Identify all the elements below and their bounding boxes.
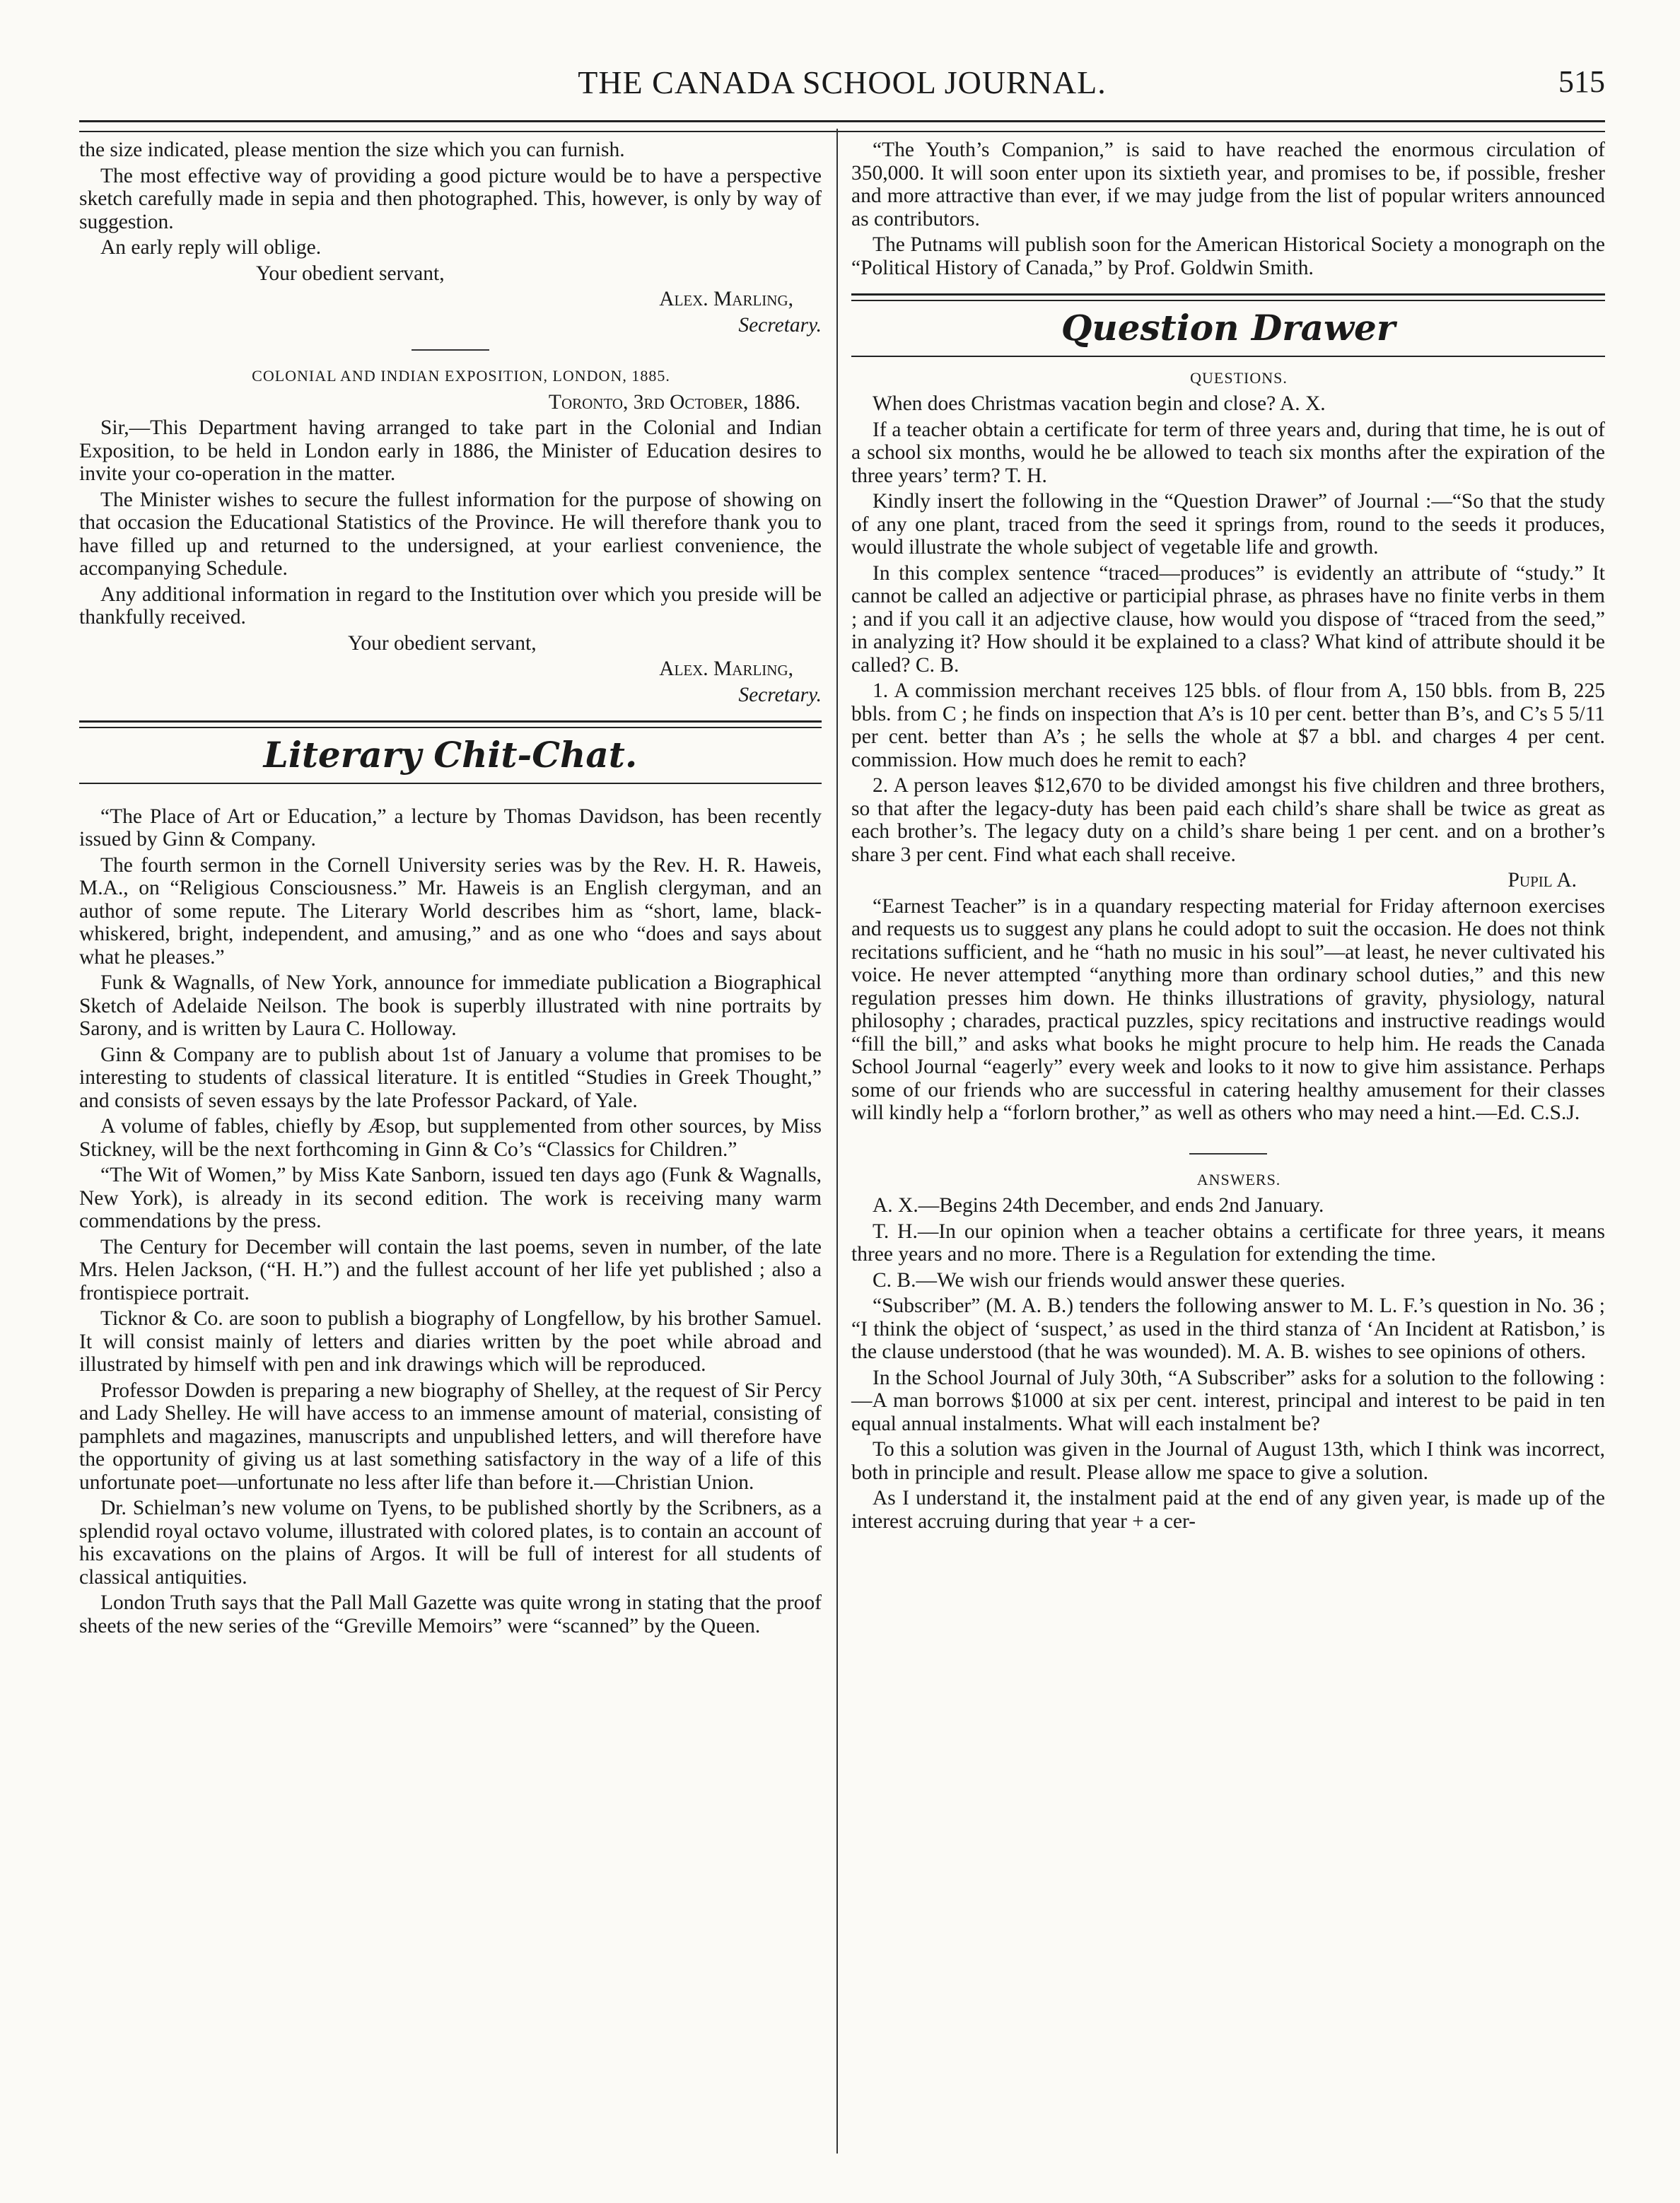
section-rule (851, 356, 1605, 357)
paragraph: Any additional information in regard to the Institution over which you preside will be thankfully received. (79, 583, 822, 629)
question-signer: Pupil A. (1507, 869, 1577, 892)
chat-item: Ticknor & Co. are soon to publish a biography of Longfellow, by his brother Samuel. It will consist mainly of letters and diaries written by the poet while abroad and illustrated by himself with pen and ink drawings which will be reproduced. (79, 1307, 822, 1376)
paragraph: the size indicated, please mention the size which you can furnish. (79, 139, 625, 161)
separator (412, 349, 489, 351)
chat-item: London Truth says that the Pall Mall Gazette was quite wrong in stating that the proof sheets of the new series of the “Greville Memoirs” were “scanned” by the Queen. (79, 1591, 822, 1637)
answers-heading: ANSWERS. (1196, 1170, 1281, 1188)
paragraph: The Putnams will publish soon for the American Historical Society a monograph on the “Political History of Canada,” by Prof. Goldwin Smith. (851, 233, 1605, 279)
section-title-question-drawer: Question Drawer (1061, 307, 1396, 349)
separator (1189, 1153, 1267, 1155)
letter-title: Secretary. (738, 313, 822, 337)
letter-closing: Your obedient servant, (256, 262, 445, 285)
answer: A. X.—Begins 24th December, and ends 2nd January. (873, 1194, 1324, 1217)
paragraph: Sir,—This Department having arranged to take part in the Colonial and Indian Exposition, to be held in London early in 1886, the Minister of Education desires to invite your co-operation in the matter. (79, 416, 822, 485)
letter-dateline: Toronto, 3rd October, 1886. (548, 390, 800, 414)
question: Kindly insert the following in the “Question Drawer” of Journal :—“So that the study of any one plant, traced from the seed it springs from, round to the seeds it produces, would illustrate the whole subject of vegetable life and growth. (851, 490, 1605, 559)
answer: As I understand it, the instalment paid at the end of any given year, is made up of the interest accruing during that year + a cer- (851, 1487, 1605, 1533)
letter-signer: Alex. Marling, (659, 288, 793, 310)
letter-title: Secretary. (738, 683, 822, 706)
right-column (851, 139, 1605, 1536)
left-column (79, 139, 822, 1640)
chat-item: The fourth sermon in the Cornell University series was by the Rev. H. R. Haweis, M.A., on “Religious Consciousness.” Mr. Haweis is an English clergyman, and an author of some repute. The Literary World describes him as “short, lame, black-whiskered, bright, independent, and amusing,” and as one who “does and says about what he pleases.” (79, 853, 822, 969)
section-rule (851, 293, 1605, 301)
questions-heading: QUESTIONS. (1190, 368, 1288, 387)
letter-closing: Your obedient servant, (348, 631, 537, 655)
chat-item: Ginn & Company are to publish about 1st of January a volume that promises to be interesting to students of classical literature. It is entitled “Studies in Greek Thought,” and consists of seven essays by the late Professor Packard, of Yale. (79, 1043, 822, 1112)
question: When does Christmas vacation begin and close? A. X. (873, 392, 1326, 415)
question: “Earnest Teacher” is in a quandary respecting material for Friday afternoon exercises and requests us to suggest any plans he could adopt to suit the occasion. He does not think recitations sufficient, and he “hath no music in his soul”—at least, he never cultivated his voice. He never attempted “anything more than ordinary school duties,” and this new regulation presses him down. He thinks illustrations of gravity, physiology, natural philosophy ; charades, practical puzzles, spicy recitations and instructive readings would “fill the bill,” and asks what books he might procure to help him. He reads the Canada School Journal “eagerly” every week and looks to it now to give him assistance. Perhaps some of our friends who are successful in catering healthy amusement for their classes will kindly help a “forlorn brother,” as well as others who may need a hint.—Ed. C.S.J. (851, 894, 1605, 1124)
section-rule (79, 720, 822, 728)
section-rule (79, 783, 822, 784)
paragraph: An early reply will oblige. (100, 236, 322, 259)
running-header (79, 59, 1605, 116)
journal-title: THE CANADA SCHOOL JOURNAL. (578, 64, 1107, 100)
header-rule (79, 120, 1605, 132)
question: 1. A commission merchant receives 125 bbls. of flour from A, 150 bbls. from B, 225 bbls. from C ; he finds on inspection that A’s is 10 per cent. better than B’s, and C’s 5 5/11 per cent. better than A’s ; he sells the whole at $7 a bbl. and charges 4 per cent. commission. How much does he remit to each? (851, 679, 1605, 771)
section-title-literary-chit-chat: Literary Chit-Chat. (263, 734, 638, 776)
letter-heading: COLONIAL AND INDIAN EXPOSITION, LONDON, 1885. (252, 367, 670, 385)
chat-item: Dr. Schielman’s new volume on Tyens, to be published shortly by the Scribners, as a splendid royal octavo volume, illustrated with colored plates, is to contain an account of his excavations on the plains of Argos. It will be full of interest for all students of classical antiquities. (79, 1497, 822, 1589)
answer: C. B.—We wish our friends would answer these queries. (873, 1268, 1346, 1292)
paragraph: The Minister wishes to secure the fullest information for the purpose of showing on that occasion the Educational Statistics of the Province. He will therefore thank you to have filled up and returned to the undersigned, at your earliest convenience, the accompanying Schedule. (79, 488, 822, 580)
column-divider (836, 129, 838, 2154)
paragraph: “The Youth’s Companion,” is said to have reached the enormous circulation of 350,000. It will soon enter upon its sixtieth year, and promises to be, if possible, fresher and more attractive than ever, if we may judge from the list of popular writers announced as contributors. (851, 139, 1605, 230)
answer: T. H.—In our opinion when a teacher obtains a certificate for three years, it means three years and no more. There is a Regulation for extending the time. (851, 1220, 1605, 1266)
page-number: 515 (1558, 64, 1605, 99)
question: 2. A person leaves $12,670 to be divided amongst his five children and three brothers, so that after the legacy-duty has been paid each child’s share shall be twice as great as each brother’s. The legacy duty on a child’s share being 1 per cent. and on a brother’s share 3 per cent. Find what each shall receive. (851, 774, 1605, 866)
chat-item: “The Place of Art or Education,” a lecture by Thomas Davidson, has been recently issued by Ginn & Company. (79, 805, 822, 851)
chat-item: The Century for December will contain the last poems, seven in number, of the late Mrs. Helen Jackson, (“H. H.”) and the fullest account of her life yet published ; also a frontispiece portrait. (79, 1235, 822, 1304)
answer: In the School Journal of July 30th, “A Subscriber” asks for a solution to the following :—A man borrows $1000 at six per cent. interest, principal and interest to be paid in ten equal annual instalments. What will each instalment be? (851, 1366, 1605, 1435)
chat-item: Funk & Wagnalls, of New York, announce for immediate publication a Biographical Sketch of Adelaide Neilson. The book is superbly illustrated with nine portraits by Sarony, and is written by Laura C. Holloway. (79, 971, 822, 1040)
question: In this complex sentence “traced—produces” is evidently an attribute of “study.” It cannot be called an adjective or participial phrase, as phrases have no finite verbs in them ; and if you call it an adjective clause, how would you dispose of “traced from the seed,” in analyzing it? How should it be explained to a class? What kind of attribute should it be called? C. B. (851, 561, 1605, 677)
chat-item: “The Wit of Women,” by Miss Kate Sanborn, issued ten days ago (Funk & Wagnalls, New York), is already in its second edition. The work is receiving many warm commendations by the press. (79, 1164, 822, 1232)
chat-item: A volume of fables, chiefly by Æsop, but supplemented from other sources, by Miss Stickney, will be the next forthcoming in Ginn & Co’s “Classics for Children.” (79, 1115, 822, 1161)
answer: “Subscriber” (M. A. B.) tenders the following answer to M. L. F.’s question in No. 36 ; “I think the object of ‘suspect,’ as used in the third stanza of ‘An Incident at Ratisbon,’ is the clause understood (that he was wounded). M. A. B. wishes to see opinions of others. (851, 1295, 1605, 1363)
letter-signer: Alex. Marling, (659, 658, 793, 680)
answer: To this a solution was given in the Journal of August 13th, which I think was incorrect, both in principle and result. Please allow me space to give a solution. (851, 1438, 1605, 1484)
chat-item: Professor Dowden is preparing a new biography of Shelley, at the request of Sir Percy and Lady Shelley. He will have access to an immense amount of material, consisting of pamphlets and magazines, manuscripts and unpublished letters, and will therefore have the opportunity of giving us at last something satisfactory in the way of a life of this unfortunate poet—unfortunate no less after life than before it.—Christian Union. (79, 1379, 822, 1494)
paragraph: The most effective way of providing a good picture would be to have a perspective sketch carefully made in sepia and then photographed. This, however, is only by way of suggestion. (79, 164, 822, 233)
question: If a teacher obtain a certificate for term of three years and, during that time, he is out of a school six months, would he be allowed to teach six months after the expiration of the three years’ term? T. H. (851, 418, 1605, 487)
